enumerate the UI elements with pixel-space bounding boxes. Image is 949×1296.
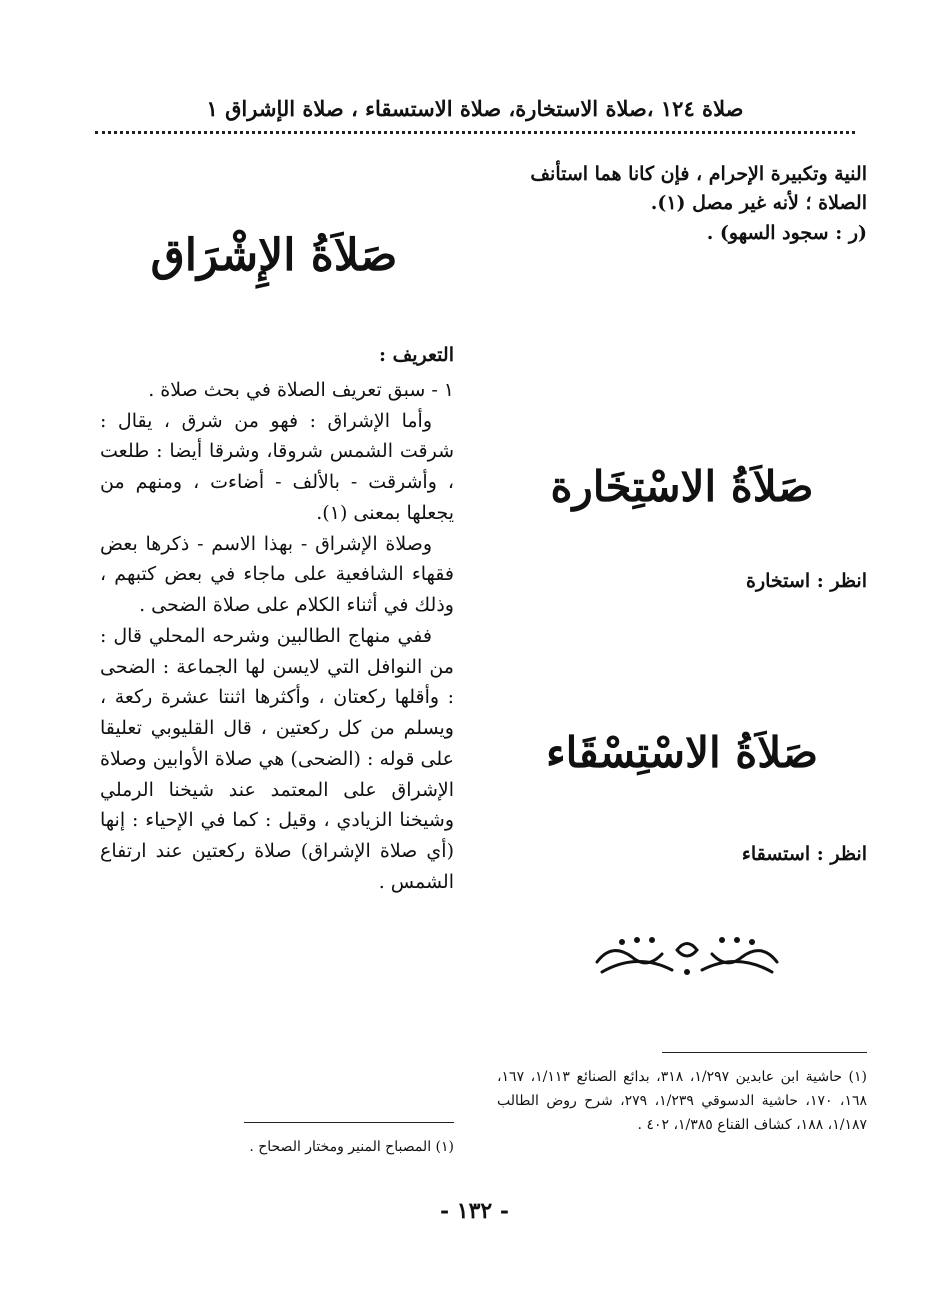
definition-heading: التعريف : [378, 344, 454, 366]
cross-reference: (ر : سجود السهو) . [706, 221, 867, 244]
body-paragraph-3: وصلاة الإشراق - بهذا الاسم - ذكرها بعض فقهاء الشافعية على ماجاء في بعض كتبهم ، وذلك في أثناء الكلام على صلاة الضحى . [100, 532, 454, 617]
left-column [94, 0, 454, 1296]
right-footnote: (١) حاشية ابن عابدين ١/٢٩٧، ٣١٨، بدائع الصنائع ١/١١٣، ١٦٧، ١٦٨، ١٧٠، حاشية الدسوقي ١/٢٣٩، ٢٧٩، شرح روض الطالب ١/١٨٧، ١٨٨، كشاف القناع ١/٣٨٥، ٤٠٢ . [497, 1069, 868, 1133]
left-footnote: (١) المصباح المنير ومختار الصحاح . [249, 1139, 454, 1155]
istisqa-ref: انظر : استسقاء [741, 843, 867, 865]
left-footnote-rule [244, 1122, 454, 1123]
body-paragraph-4: ففي منهاج الطالبين وشرحه المحلي قال : من النوافل التي لايسن لها الجماعة : الضحى : وأقلها ركعتان ، وأكثرها اثنتا عشرة ركعة ، ويسلم من كل ركعتين ، قال القليوبي تعليقا على قوله : (الضحى) هي صلاة الأوابين وصلاة الإشراق على المعتمد عند شيخنا الرملي وشيخنا الزيادي ، وقيل : كما في الإحياء : إنها (أي صلاة الإشراق) صلاة ركعتين عند ارتفاع الشمس . [100, 624, 454, 894]
ishraq-body [100, 340, 454, 898]
right-footnote-rule [662, 1052, 867, 1053]
running-head: صلاة ١٢٤ ،صلاة الاستخارة، صلاة الاستسقاء ، صلاة الإشراق ١ [206, 96, 744, 121]
continuation-line-2: الصلاة ؛ لأنه غير مصل (١). [650, 192, 867, 215]
istikhara-ref: انظر : استخارة [746, 570, 867, 592]
decorative-flourish-icon [592, 932, 782, 982]
istikhara-title: صَلاَةُ الاسْتِخَارة [550, 462, 814, 511]
continuation-text [497, 160, 867, 248]
continuation-line-1: النية وتكبيرة الإحرام ، فإن كانا هما استأنف [530, 163, 867, 185]
istisqa-title: صَلاَةُ الاسْتِسْقَاء [545, 728, 819, 777]
body-paragraph-1: ١ - سبق تعريف الصلاة في بحث صلاة . [148, 378, 454, 401]
body-paragraph-2: وأما الإشراق : فهو من شرق ، يقال : شرقت الشمس شروقا، وشرقا أيضا : طلعت ، وأشرقت - بالألف - أضاءت ، ومنهم من يجعلها بمعنى (١). [100, 409, 454, 524]
page-number: - ١٣٢ - [439, 1198, 510, 1224]
ishraq-title: صَلاَةُ الإِشْرَاق [150, 230, 398, 281]
right-column [497, 0, 867, 1296]
